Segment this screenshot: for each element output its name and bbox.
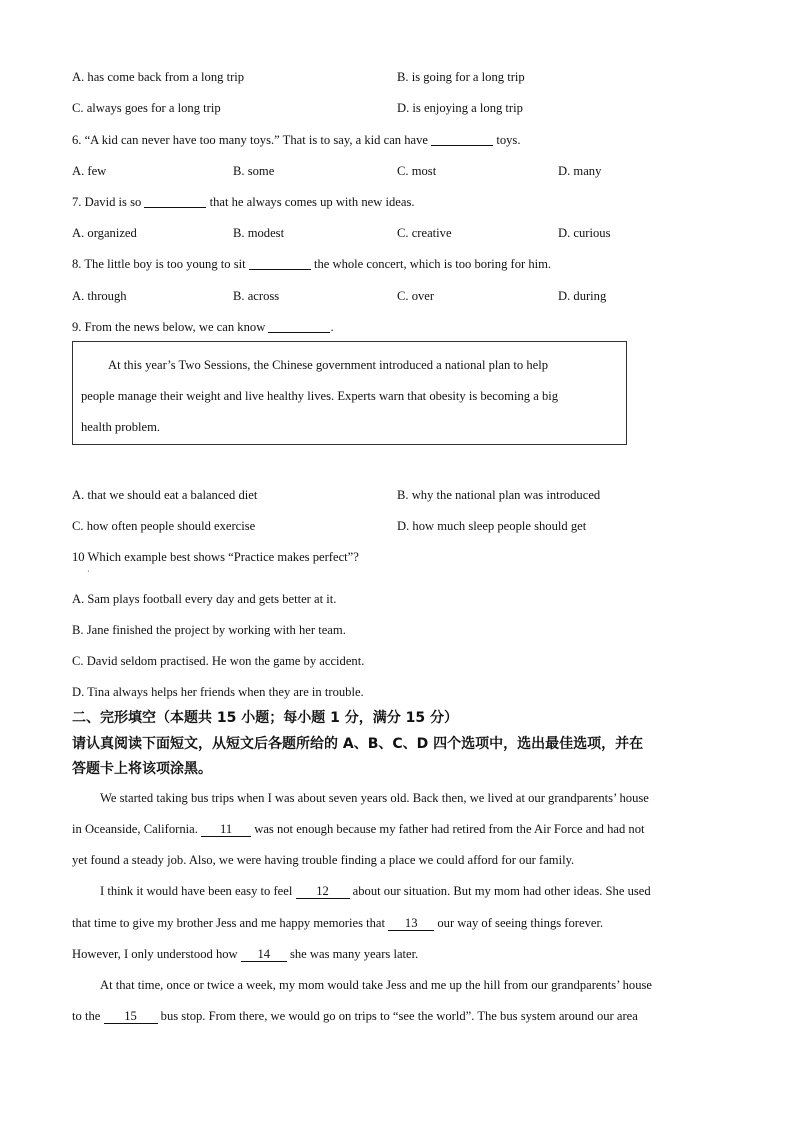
question-9-stem [72, 319, 334, 335]
option-q8-a: A. through [72, 289, 127, 303]
question-7-stem [72, 194, 415, 210]
section-instruction: 答题卡上将该项涂黑。 [72, 761, 212, 777]
option-q7-b: B. modest [233, 226, 285, 240]
stem-text: the whole concert, which is too boring for him. [313, 257, 552, 271]
option-q7-c: C. creative [397, 226, 452, 240]
passage-text: about our situation. But my mom had other ideas. She used [352, 884, 651, 898]
passage-line [72, 915, 603, 931]
option-q5-d: D. is enjoying a long trip [397, 101, 523, 115]
passage-text: bus stop. From there, we would go on trips to “see the world”. The bus system around our area [160, 1009, 638, 1023]
answer-blank [431, 133, 493, 146]
passage-line [72, 946, 418, 962]
dot-mark: · [87, 567, 90, 576]
passage-line: We started taking bus trips when I was about seven years old. Back then, we lived at our grandparents’ house [100, 791, 649, 805]
passage-line: At that time, once or twice a week, my mom would take Jess and me up the hill from our grandparents’ house [100, 978, 652, 992]
option-q8-d: D. during [558, 289, 607, 303]
option-q7-d: D. curious [558, 226, 611, 240]
news-excerpt-box [72, 341, 627, 445]
news-line: At this year’s Two Sessions, the Chinese government introduced a national plan to help [108, 358, 549, 372]
option-q6-b: B. some [233, 164, 275, 178]
option-q10-d: D. Tina always helps her friends when they are in trouble. [72, 685, 364, 699]
passage-line [72, 1008, 638, 1024]
section-heading: 二、完形填空（本题共 15 小题；每小题 1 分，满分 15 分） [72, 710, 458, 726]
cloze-blank-13: 13 [388, 916, 434, 931]
option-q9-d: D. how much sleep people should get [397, 519, 587, 533]
news-line: people manage their weight and live healthy lives. Experts warn that obesity is becoming a big [81, 389, 559, 403]
passage-text: our way of seeing things forever. [437, 916, 604, 930]
option-q6-a: A. few [72, 164, 107, 178]
option-q7-a: A. organized [72, 226, 137, 240]
cloze-blank-11: 11 [201, 822, 251, 837]
question-10-stem: 10 Which example best shows “Practice makes perfect”? [72, 550, 359, 564]
option-q9-b: B. why the national plan was introduced [397, 488, 601, 502]
cloze-blank-14: 14 [241, 947, 287, 962]
stem-text: 8. The little boy is too young to sit [72, 257, 246, 271]
option-q8-c: C. over [397, 289, 435, 303]
section-instruction: 请认真阅读下面短文，从短文后各题所给的 A、B、C、D 四个选项中，选出最佳选项，并在 [72, 736, 644, 752]
answer-blank [249, 257, 311, 270]
passage-text: she was many years later. [289, 947, 419, 961]
answer-blank [144, 195, 206, 208]
stem-text: 7. David is so [72, 195, 142, 209]
stem-text: toys. [496, 133, 521, 147]
stem-text: . [330, 320, 334, 334]
stem-text: 6. “A kid can never have too many toys.” That is to say, a kid can have [72, 133, 429, 147]
option-q5-c: C. always goes for a long trip [72, 101, 221, 115]
option-q5-b: B. is going for a long trip [397, 70, 525, 84]
cloze-blank-12: 12 [296, 884, 350, 899]
option-q10-b: B. Jane finished the project by working with her team. [72, 623, 346, 637]
stem-text: that he always comes up with new ideas. [209, 195, 415, 209]
passage-line: yet found a steady job. Also, we were having trouble finding a place we could afford for our family. [72, 853, 575, 867]
passage-line [72, 821, 645, 837]
option-q10-c: C. David seldom practised. He won the game by accident. [72, 654, 365, 668]
passage-text: in Oceanside, California. [72, 822, 198, 836]
option-q10-a: A. Sam plays football every day and gets better at it. [72, 592, 337, 606]
option-q6-d: D. many [558, 164, 602, 178]
question-8-stem [72, 256, 551, 272]
option-q9-a: A. that we should eat a balanced diet [72, 488, 258, 502]
stem-text: 9. From the news below, we can know [72, 320, 266, 334]
news-line: health problem. [81, 420, 161, 434]
cloze-blank-15: 15 [104, 1009, 158, 1024]
passage-line [100, 883, 651, 899]
passage-text: However, I only understood how [72, 947, 238, 961]
answer-blank [268, 320, 330, 333]
passage-text: I think it would have been easy to feel [100, 884, 293, 898]
option-q5-a: A. has come back from a long trip [72, 70, 245, 84]
option-q8-b: B. across [233, 289, 280, 303]
option-q9-c: C. how often people should exercise [72, 519, 256, 533]
question-6-stem [72, 132, 521, 148]
option-q6-c: C. most [397, 164, 437, 178]
passage-text: to the [72, 1009, 101, 1023]
passage-text: was not enough because my father had retired from the Air Force and had not [254, 822, 645, 836]
passage-text: that time to give my brother Jess and me happy memories that [72, 916, 386, 930]
